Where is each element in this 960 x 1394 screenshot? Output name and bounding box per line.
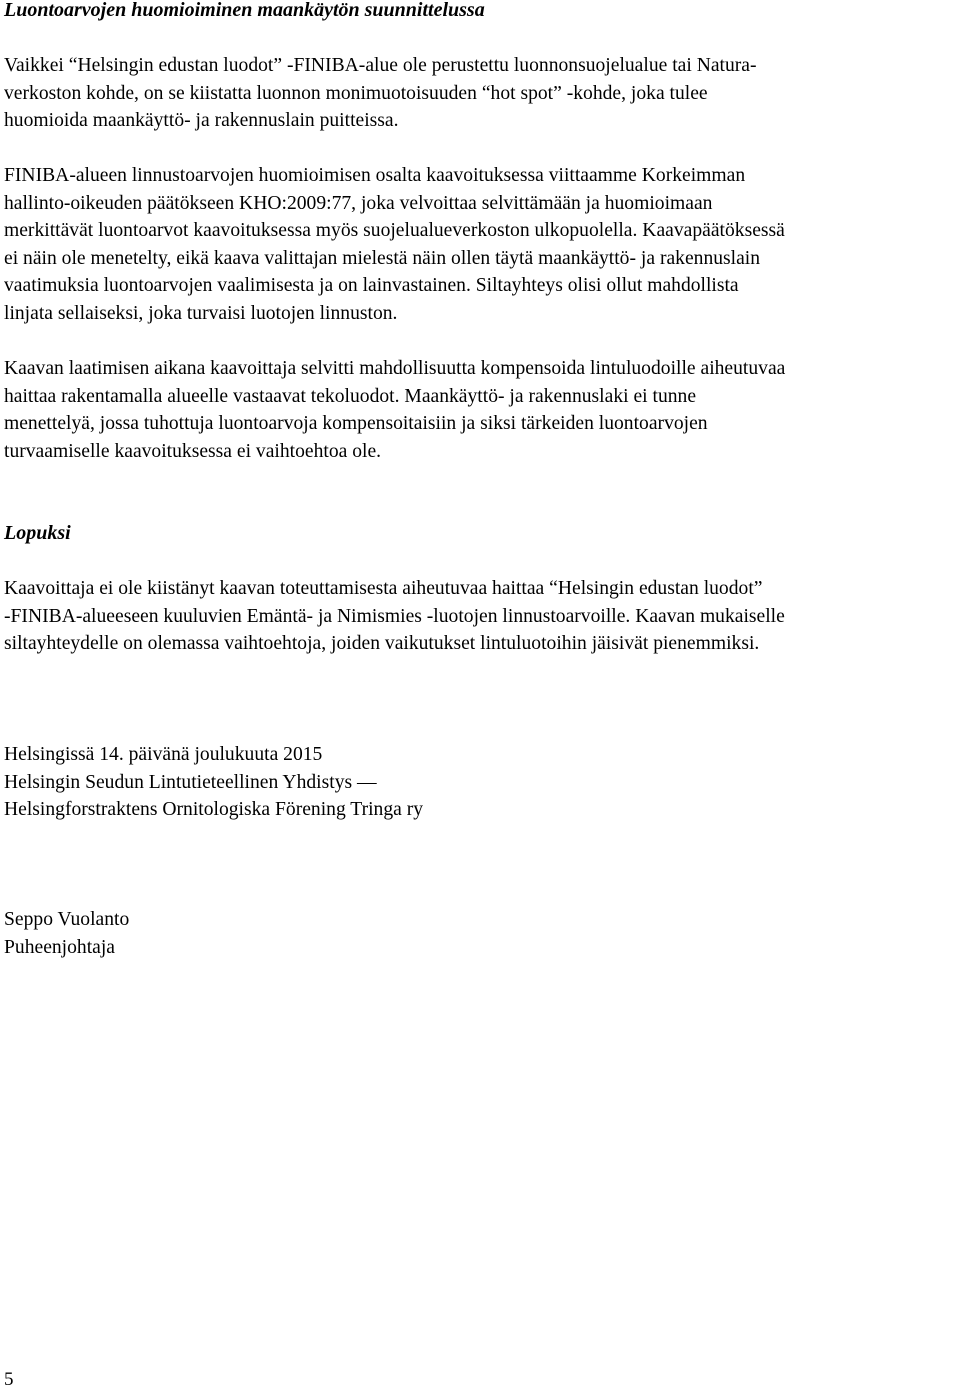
paragraph (4, 355, 934, 465)
page-number: 5 (4, 1369, 14, 1390)
text-line: Kaavan laatimisen aikana kaavoittaja selvitti mahdollisuutta kompensoida lintuluodoille aiheutuvaa (4, 358, 786, 379)
text-line: ei näin ole menetelty, eikä kaava valittajan mielestä näin ollen täytä maankäyttö- ja rakennuslain (4, 247, 761, 269)
text-line: FINIBA-alueen linnustoarvojen huomioimisen osalta kaavoituksessa viittaamme Korkeimman (4, 165, 746, 186)
text-line: siltayhteydelle on olemassa vaihtoehtoja, joiden vaikutukset lintuluotoihin jäisivät pienemmiksi. (4, 633, 760, 655)
paragraph (4, 52, 934, 135)
text-line: merkittävät luontoarvot kaavoituksessa myös suojelualueverkoston ulkopuolella. Kaavapäätöksessä (4, 220, 785, 242)
place-date: Helsingissä 14. päivänä joulukuuta 2015 (4, 744, 323, 765)
signature-block (4, 906, 129, 961)
section-heading: Luontoarvojen huomioiminen maankäytön suunnittelussa (4, 0, 485, 21)
text-line: Vaikkei “Helsingin edustan luodot” -FINIBA-alue ole perustettu luonnonsuojelualue tai Natura- (4, 55, 757, 76)
organization-name-sv: Helsingforstraktens Ornitologiska Förening Tringa ry (4, 799, 424, 821)
text-line: Kaavoittaja ei ole kiistänyt kaavan toteuttamisesta aiheutuvaa haittaa “Helsingin edustan luodot” (4, 578, 763, 599)
closing-block (4, 741, 423, 824)
paragraph (4, 575, 934, 658)
text-line: verkoston kohde, on se kiistatta luonnon monimuotoisuuden “hot spot” -kohde, joka tulee (4, 82, 708, 104)
section-heading: Lopuksi (4, 522, 71, 544)
signer-title: Puheenjohtaja (4, 936, 115, 958)
paragraph (4, 162, 934, 328)
text-line: huomioida maankäyttö- ja rakennuslain puitteissa. (4, 110, 399, 132)
text-line: linjata sellaiseksi, joka turvaisi luotojen linnuston. (4, 302, 398, 324)
organization-name-fi: Helsingin Seudun Lintutieteellinen Yhdistys — (4, 771, 377, 793)
signer-name: Seppo Vuolanto (4, 909, 130, 930)
text-line: haittaa rakentamalla alueelle vastaavat tekoluodot. Maankäyttö- ja rakennuslaki ei tunne (4, 385, 697, 407)
text-line: hallinto-oikeuden päätökseen KHO:2009:77, joka velvoittaa selvittämään ja huomioimaan (4, 192, 713, 214)
text-line: vaatimuksia luontoarvojen vaalimisesta ja on lainvastainen. Siltayhteys olisi ollut mahdollista (4, 275, 739, 297)
text-line: menettelyä, jossa tuhottuja luontoarvoja kompensoitaisiin ja siksi tärkeiden luontoarvojen (4, 413, 708, 435)
text-line: turvaamiselle kaavoituksessa ei vaihtoehtoa ole. (4, 440, 382, 462)
text-line: -FINIBA-alueeseen kuuluvien Emäntä- ja Nimismies -luotojen linnustoarvoille. Kaavan mukaiselle (4, 605, 785, 627)
